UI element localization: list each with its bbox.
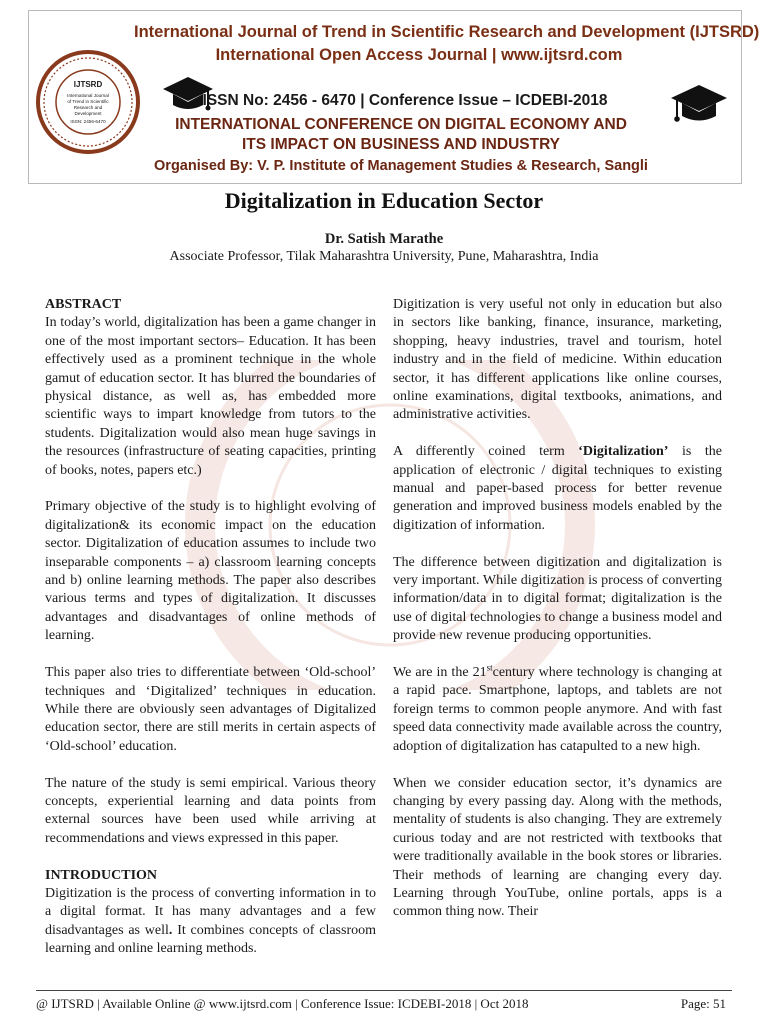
abstract-paragraph: The nature of the study is semi empirical. Various theory concepts, experiential learning and data points from external sources have been used while arriving at recommendations and views expressed in this paper. (45, 775, 376, 846)
body-text: We are in the 21 (393, 665, 487, 681)
page-number: Page: 51 (680, 996, 726, 1011)
conference-name-line2: ITS IMPACT ON BUSINESS AND INDUSTRY (241, 136, 561, 153)
abstract-paragraph: Primary objective of the study is to highlight evolving of digitalization& its economic impact on the education sector. Digitalization of education assumes to include two inseparable components – a) classroom learning concepts and b) online learning methods. The paper also describes various terms and types of digitalization. It discusses advantages and disadvantages of online methods of learning. (45, 499, 376, 644)
abstract-paragraph: In today’s world, digitalization has been a game changer in one of the most important sectors– Education. It has been effectively used as a prominent technique in the whole gamut of education sector. It has blurred the boundaries of physical distance, as well as, has embedded more scientific ways to impart knowledge from tutors to the students. Digitalization would also mean huge savings in the resources (infrastructure of seating capacities, printing of books, notes, papers etc.) (45, 315, 376, 478)
seal-line4: Development (74, 111, 102, 116)
journal-subtitle (109, 46, 729, 65)
body-text: A differently coined term (393, 444, 579, 460)
ordinal-suffix: st (486, 662, 493, 673)
introduction-paragraph (45, 885, 376, 959)
seal-line2: of Trend in Scientific (67, 99, 109, 104)
page-footer (36, 996, 726, 1012)
right-column (393, 296, 722, 922)
separator: | (491, 46, 497, 64)
footer-citation: @ IJTSRD | Available Online @ www.ijtsrd.com | Conference Issue: ICDEBI-2018 | Oct 2018 (36, 996, 529, 1011)
journal-header (28, 10, 760, 184)
conference-issue: Conference Issue – ICDEBI-2018 (368, 92, 608, 109)
organiser: Organised By: V. P. Institute of Management Studies & Research, Sangli (154, 158, 648, 174)
seal-line3: Research and (73, 105, 103, 110)
body-paragraph (393, 443, 722, 535)
defined-term: ‘Digitalization’ (578, 444, 669, 460)
issn-line (49, 92, 761, 110)
intro-text: Digitization is the process of converting information in to a digital format. It has many advantages and a few disadvantages as well (45, 885, 376, 938)
body-paragraph (393, 664, 722, 756)
left-column (45, 296, 376, 959)
abstract-paragraph: This paper also tries to differentiate between ‘Old-school’ techniques and ‘Digitalized’ techniques in education. While there are obviously seen advantages of Digitalized education sector, there are still merits in certain aspects of ‘Old-school’ education. (45, 665, 376, 754)
intro-text: It combines concepts of classroom learning and online learning methods. (45, 922, 376, 957)
paper-title: Digitalization in Education Sector (224, 188, 544, 213)
open-access-label: International Open Access Journal (215, 46, 488, 64)
footer-divider (36, 990, 732, 991)
issn: ISSN No: 2456 - 6470 (202, 92, 356, 109)
body-paragraph: The difference between digitization and digitalization is very important. While digitization is process of converting information/data in to digital format; digitalization is the use of digital technologies to change a business model and provide new revenue producing opportunities. (393, 554, 722, 644)
body-text: is the application of electronic / digital techniques to existing manual and paper-based process for better revenue generation and improved business models enabled by the digitization of information. (393, 444, 722, 533)
author-name: Dr. Satish Marathe (324, 231, 444, 247)
abstract-heading: ABSTRACT (45, 297, 122, 312)
seal-issn: ISSN: 2456-6470 (70, 119, 106, 124)
body-paragraph: When we consider education sector, it’s dynamics are changing by every passing day. Along with the methods, mentality of students is also changing. They are extremely curious today and are not restricted with textbooks that were traditionally available in the book stores or libraries. Their methods of learning are changing every day. Learning through YouTube, online portals, apps is a common thing now. Their (393, 775, 722, 920)
journal-website-link[interactable]: www.ijtsrd.com (501, 46, 623, 64)
seal-line1: International Journal (67, 93, 109, 98)
body-text: century where technology is changing at a rapid pace. Smartphone, laptops, and tablets are not foreign terms to common people anymore. And with fast speed data connectivity made available across the country, adoption of digitalization has catapulted to a new high. (393, 665, 722, 754)
conference-name-line1: INTERNATIONAL CONFERENCE ON DIGITAL ECONOMY AND (175, 116, 627, 133)
separator: | (360, 92, 365, 109)
author-affiliation: Associate Professor, Tilak Maharashtra University, Pune, Maharashtra, India (169, 249, 599, 264)
body-paragraph: Digitization is very useful not only in education but also in sectors like banking, finance, insurance, marketing, shopping, heavy industries, travel and tourism, hotel industry and in the field of medicine. Within education sector, it has different applications like online courses, online examinations, digital textbooks, animations, and administrative activities. (393, 297, 722, 423)
introduction-heading: INTRODUCTION (45, 867, 158, 883)
journal-name: International Journal of Trend in Scientific Research and Development (IJTSRD) (134, 23, 760, 41)
seal-abbr: IJTSRD (73, 80, 103, 89)
intro-bold-period: . (168, 922, 173, 938)
